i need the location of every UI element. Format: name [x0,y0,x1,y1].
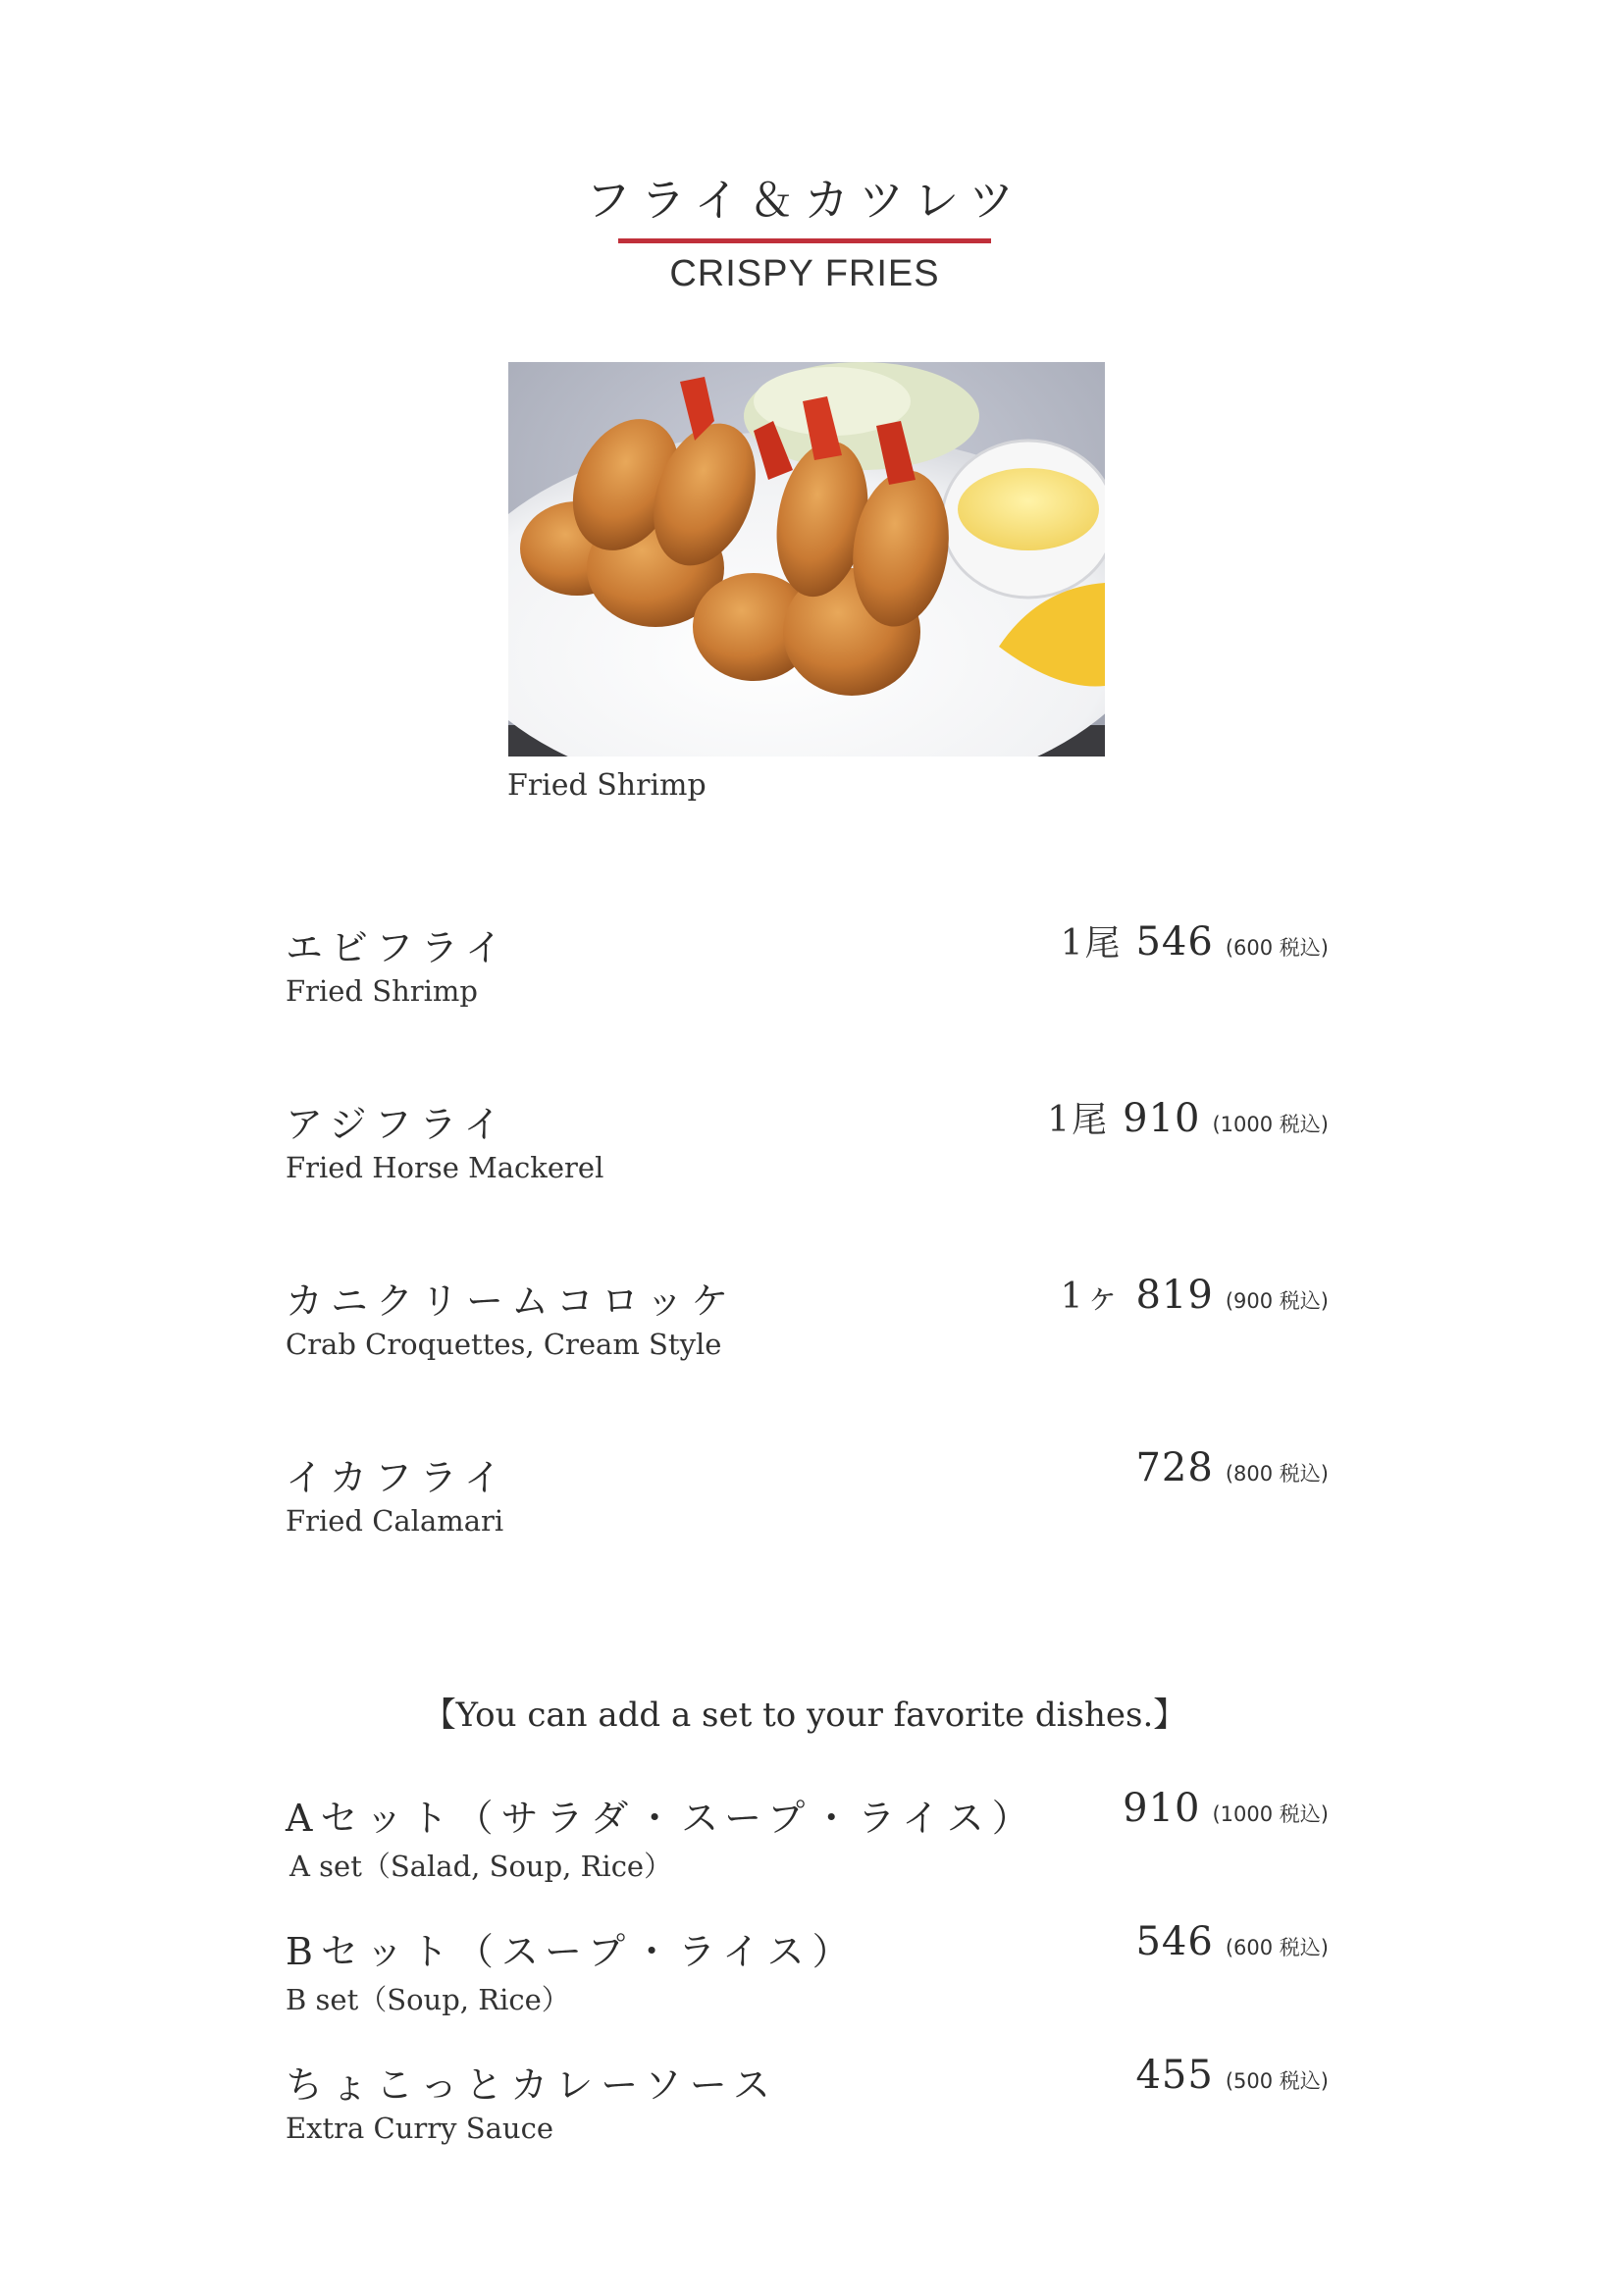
menu-item-name-en: Crab Croquettes, Cream Style [286,1328,722,1361]
menu-item-price [1061,1269,1329,1319]
price-value: 455 [1135,2053,1214,2098]
menu-item-price [1135,1445,1329,1490]
menu-item-name-jp: エビフライ [286,926,510,969]
tax-inclusive-price: (900 税込) [1225,1289,1329,1313]
tax-inclusive-price: (1000 税込) [1212,1802,1329,1826]
fried-shrimp-photo [508,362,1105,757]
tax-inclusive-price: (1000 税込) [1212,1113,1329,1136]
menu-item-price [1047,1092,1329,1142]
title-underline [618,238,991,243]
page-title-jp: フライ＆カツレツ [585,174,1024,227]
menu-item-qty: 1尾 [1047,1100,1110,1140]
price-value: 546 [1135,919,1214,965]
set-item-price [1123,1786,1329,1831]
tax-inclusive-price: (600 税込) [1225,1936,1329,1959]
set-section-heading: 【You can add a set to your favorite dishes.】 [422,1696,1187,1735]
set-item-price [1135,1919,1329,1964]
tax-inclusive-price: (500 税込) [1225,2069,1329,2093]
set-item-name-en: Extra Curry Sauce [286,2112,553,2145]
photo-caption: Fried Shrimp [507,768,707,803]
tax-inclusive-price: (800 税込) [1225,1462,1329,1486]
tax-inclusive-price: (600 税込) [1225,936,1329,960]
price-value: 910 [1123,1096,1201,1141]
price-value: 728 [1135,1445,1214,1490]
page-title-en: CRISPY FRIES [669,253,940,294]
menu-item-name-jp: カニクリームコロッケ [286,1279,737,1323]
price-value: 819 [1135,1273,1214,1318]
price-value: 910 [1123,1786,1201,1831]
set-item-price [1135,2053,1329,2098]
set-item-name-jp: ちょこっとカレーソース [286,2063,778,2107]
set-item-name-jp: Bセット（スープ・ライス） [286,1930,858,1973]
menu-item-name-en: Fried Shrimp [286,974,478,1008]
menu-item-name-jp: イカフライ [286,1456,509,1499]
menu-item-name-en: Fried Horse Mackerel [286,1151,604,1184]
menu-item-qty: 1ヶ [1060,1277,1123,1317]
price-value: 546 [1135,1919,1214,1964]
set-item-name-en: A set（Salad, Soup, Rice） [289,1850,673,1883]
menu-item-qty: 1尾 [1060,923,1123,964]
menu-item-price [1061,915,1329,965]
menu-item-name-en: Fried Calamari [286,1504,504,1538]
set-item-name-jp: Aセット（サラダ・スープ・ライス） [286,1797,1037,1840]
menu-item-name-jp: アジフライ [286,1103,509,1146]
set-item-name-en: B set（Soup, Rice） [286,1983,570,2016]
